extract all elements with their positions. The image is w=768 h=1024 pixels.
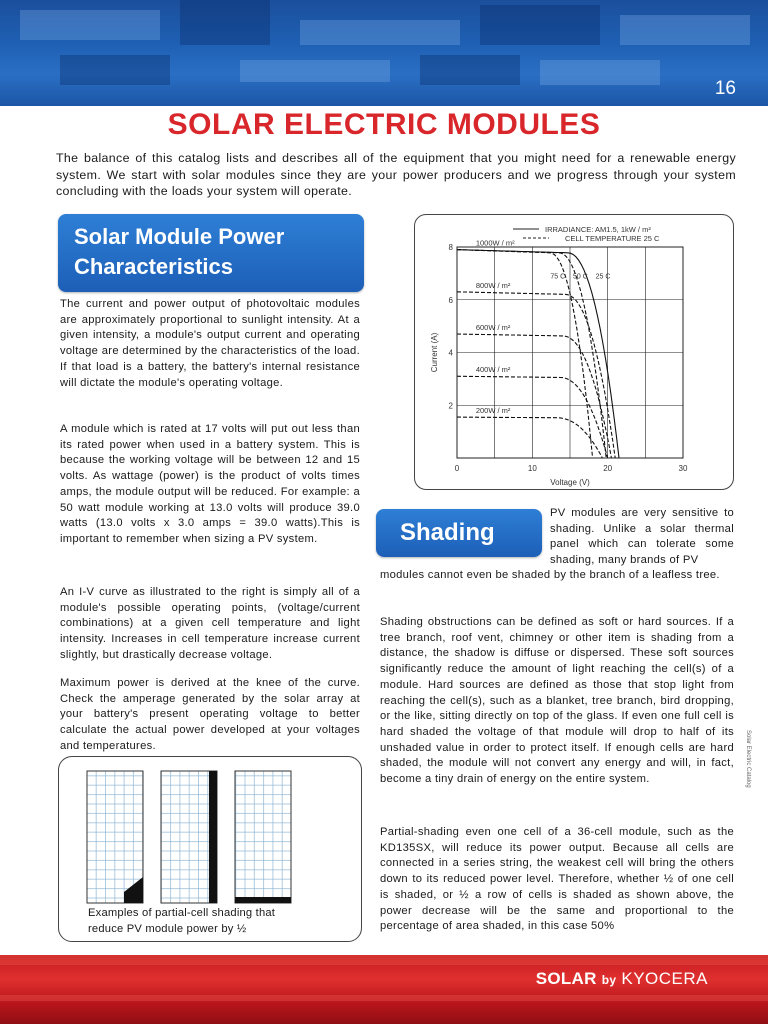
x-tick-label: 30 [678,464,688,473]
heading-line-1: Solar Module Power [74,224,285,249]
shading-paragraph-2: Shading obstructions can be defined as soft or hard sources. If a tree branch, roof vent, chimney or other item is shading from a distance, the shadow is diffuse or dispersed. These soft sources significantly reduce the amount of light reaching the cell(s) of a module. Hard sources are defined as those that stop light from reaching the cell(s), such as a blanket, tree branch, bird dropping, or the like, sitting directly on top of the glass. If even one full cell is hard shaded the voltage of that module will drop to half of its unshaded value in order to protect itself. If enough cells are hard shaded, the module will not convert any energy and will, in fact, become a tiny drain of energy on the entire system. [380,616,734,786]
power-paragraph-2: A module which is rated at 17 volts will put out less than its rated power when used in a battery system. This is because the working voltage will be between 12 and 15 volts. As wattage (power) is the product of volts times amps, the module output will be reduced. For example: a 50 watt module working at 13.0 volts will produce 39.0 watts (13.0 volts x 3.0 amps = 39.0 watts).This is important to remember when sizing a PV system. [60,423,360,545]
shading-caption: Examples of partial-cell shading that reduce PV module power by ½ [88,907,276,935]
brand-logo [536,969,708,989]
brand-by: by [601,973,617,987]
irradiance-label: 600W / m² [475,323,511,333]
module-corner-shaded [87,771,143,903]
power-paragraph-1: The current and power output of photovoltaic modules are approximately proportional to sunlight intensity. At a given intensity, a module's output current and operating voltage are determined by the characteristics of the load. If that load is a battery, the battery's internal resistance will dictate the module's operating voltage. [60,298,360,389]
page-title: SOLAR ELECTRIC MODULES [167,108,601,141]
vertical-note: Solar Electric Catalog [745,730,751,788]
iv-curve [457,417,602,458]
brand-solar: SOLAR [535,969,597,988]
module-row-shaded [235,771,291,903]
heading-line-2: Characteristics [74,254,233,279]
power-characteristics-heading [58,214,364,292]
footer-banner [0,955,768,1024]
legend-entry-temperature: CELL TEMPERATURE 25 C [565,234,660,243]
temperature-label: 25 C [595,273,611,281]
y-tick-label: 4 [448,348,453,358]
header-banner [0,0,768,106]
irradiance-label: 800W / m² [475,280,511,290]
y-tick-label: 6 [448,295,453,305]
page-number: 16 [714,78,736,99]
x-axis-label: Voltage (V) [550,478,590,487]
shading-heading: Shading [376,509,542,557]
y-tick-label: 2 [448,401,453,411]
iv-curve-chart [414,214,734,490]
y-tick-label: 8 [448,243,453,252]
intro-paragraph: The balance of this catalog lists and describes all of the equipment that you might need for a renewable energy system. We start with solar modules since they are your power producers and we progress through your system concluding with the loads your system will operate. [56,151,736,198]
iv-curve-svg [415,215,735,491]
irradiance-label: 1000W / m² [475,238,515,248]
irradiance-label: 400W / m² [475,365,511,375]
legend-entry-irradiance: IRRADIANCE: AM1.5, 1kW / m² [545,225,651,234]
module-column-shaded [161,771,217,903]
shading-paragraph-3: Partial-shading even one cell of a 36-cell module, such as the KD135SX, will reduce its power output. Because all cells are connected in a series string, the weakest cell will bring the others down to its reduced power level. Therefore, whether ½ of one cell is shaded, or ½ a row of cells is shaded as shown above, the power decrease will be the same and proportional to the percentage of area shaded, in this case 50% [380,826,734,933]
x-tick-label: 20 [603,464,613,473]
brand-kyocera: KYOCERA [621,969,708,988]
temperature-label: 75 C [550,273,566,281]
shading-paragraph-1a: PV modules are very sensitive to shading. Unlike a solar thermal panel which can tolerate some shading, many brands of PV [550,507,734,567]
irradiance-label: 200W / m² [475,406,511,416]
temperature-label: 50 C [573,273,588,281]
y-axis-label: Current (A) [430,332,439,373]
x-tick-label: 10 [527,464,537,473]
x-tick-label: 0 [454,464,460,473]
shading-paragraph-1b: modules cannot even be shaded by the branch of a leafless tree. [380,569,720,581]
power-paragraph-3: An I-V curve as illustrated to the right is simply all of a module's possible operating points, (voltage/current combinations) at a given cell temperature and light intensity. Increases in cell temperature increase current slightly, but drastically decrease voltage. [60,586,360,661]
power-paragraph-4: Maximum power is derived at the knee of the curve. Check the amperage generated by the solar array at your battery's present operating voltage to better calculate the actual power developed at your voltages and temperatures. [60,677,360,752]
